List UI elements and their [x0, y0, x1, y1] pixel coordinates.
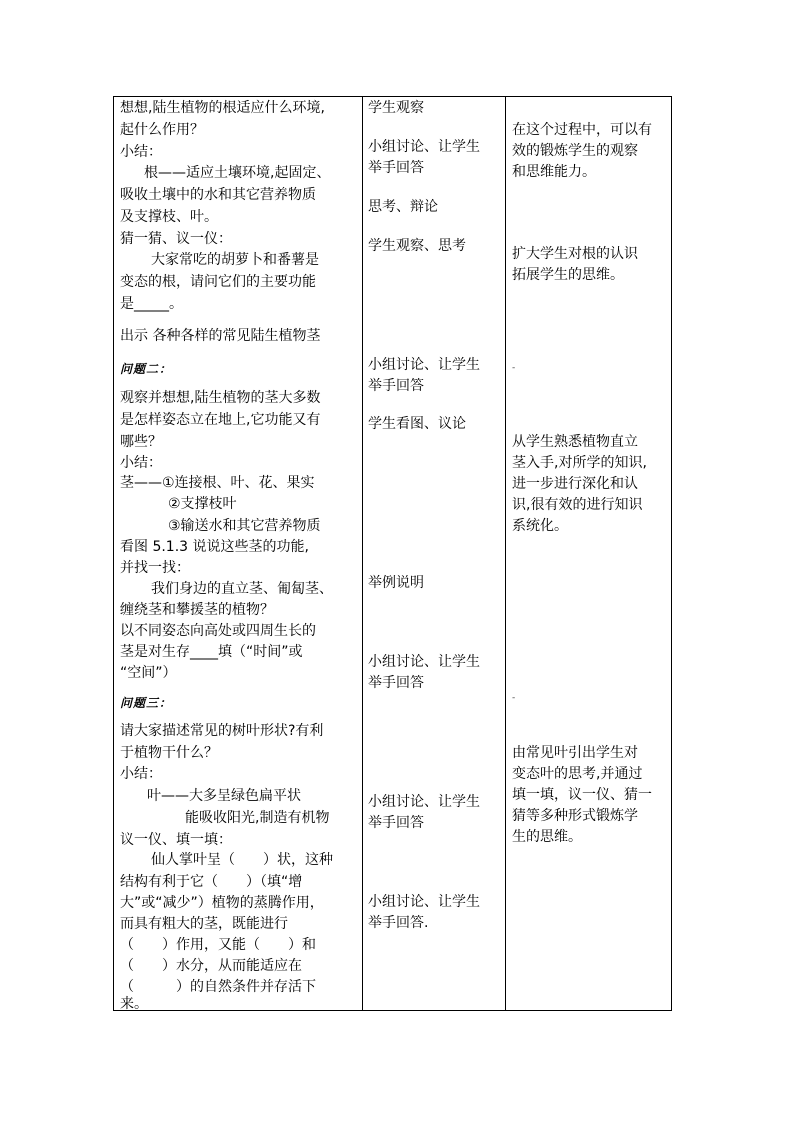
- dash-mark: -: [512, 693, 516, 703]
- teacher-activity-column: [114, 97, 362, 1010]
- text-line: 效的锻炼学生的观察: [512, 143, 638, 159]
- text-line: 想想,陆生植物的根适应什么环境,: [120, 100, 325, 116]
- text-line: 是_____。: [120, 296, 183, 312]
- text-line: 于植物干什么？: [120, 745, 218, 761]
- text-line: “空间”）: [120, 665, 177, 681]
- text-line: 而具有粗大的茎，既能进行: [120, 916, 288, 932]
- text-line: 茎——①连接根、叶、花、果实: [120, 475, 315, 491]
- text-line: 小组讨论、让学生: [368, 654, 480, 670]
- text-line: 小结：: [120, 766, 162, 782]
- text-line: 由常见叶引出学生对: [512, 745, 638, 761]
- text-line: 缠绕茎和攀援茎的植物？: [120, 602, 274, 618]
- text-line: 以不同姿态向高处或四周生长的: [120, 623, 316, 639]
- text-line: 识,很有效的进行知识: [512, 497, 643, 513]
- text-line: 哪些？: [120, 434, 162, 450]
- text-line: 生的思维。: [512, 829, 582, 845]
- text-line: 小组讨论、让学生: [368, 139, 480, 155]
- text-line: 系统化。: [512, 518, 568, 534]
- text-line: 起什么作用？: [120, 122, 204, 138]
- text-line: 观察并想想,陆生植物的茎大多数: [120, 390, 321, 406]
- text-line: 请大家描述常见的树叶形状?有利: [120, 723, 324, 739]
- text-line: 变态的根，请问它们的主要功能: [120, 274, 316, 290]
- text-line: 小结：: [120, 144, 162, 160]
- text-line: （ ）水分，从而能适应在: [120, 958, 302, 974]
- text-line: 扩大学生对根的认识: [512, 246, 638, 262]
- text-line: 学生观察、思考: [368, 238, 466, 254]
- text-line: 能吸收阳光,制造有机物: [185, 810, 330, 826]
- text-line: 我们身边的直立茎、匍匐茎、: [151, 581, 333, 597]
- text-line: 举手回答: [368, 160, 424, 176]
- text-line: 来。: [120, 996, 148, 1012]
- text-line: （ ）的自然条件并存活下: [120, 979, 316, 995]
- text-line: 茎入手,对所学的知识,: [512, 455, 647, 471]
- text-line: 和思维能力。: [512, 164, 596, 180]
- text-line: 猜等多种形式锻炼学: [512, 808, 638, 824]
- lesson-plan-table: [113, 96, 672, 1011]
- text-line: 大家常吃的胡萝卜和番薯是: [151, 252, 319, 268]
- text-line: 举手回答: [368, 378, 424, 394]
- text-line: 出示 各种各样的常见陆生植物茎: [120, 328, 321, 344]
- text-line: 学生看图、议论: [368, 416, 466, 432]
- text-line: 看图 5.1.3 说说这些茎的功能,: [120, 539, 309, 555]
- text-line: ③输送水和其它营养物质: [168, 518, 321, 534]
- text-line: 学生观察: [368, 100, 424, 116]
- text-line: 举手回答.: [368, 915, 429, 931]
- text-line: 及支撑枝、叶。: [120, 209, 218, 225]
- text-line: （ ）作用，又能（ ）和: [120, 937, 316, 953]
- text-line: ②支撑枝叶: [168, 496, 237, 512]
- text-line: 在这个过程中，可以有: [512, 122, 652, 138]
- text-line: 思考、辩论: [368, 199, 438, 215]
- text-line: 吸收土壤中的水和其它营养物质: [120, 187, 316, 203]
- text-line: 小组讨论、让学生: [368, 894, 480, 910]
- text-line: 举手回答: [368, 815, 424, 831]
- section-heading: 问题二：: [120, 362, 173, 376]
- text-line: 茎是对生存____填（“时间”或: [120, 644, 303, 660]
- text-line: 结构有利于它（ ）（填“增: [120, 874, 303, 890]
- text-line: 议一仪、填一填：: [120, 832, 232, 848]
- text-line: 是怎样姿态立在地上,它功能又有: [120, 412, 321, 428]
- section-heading: 问题三：: [120, 696, 173, 710]
- design-intent-column: [505, 97, 672, 1010]
- text-line: 仙人掌叶呈（ ）状，这种: [151, 852, 333, 868]
- text-line: 猜一猜、议一仪：: [120, 231, 232, 247]
- text-line: 小结：: [120, 455, 162, 471]
- text-line: 大”或“减少”）植物的蒸腾作用，: [120, 895, 324, 911]
- text-line: 叶——大多呈绿色扁平状: [147, 788, 301, 804]
- text-line: 并找一找：: [120, 560, 190, 576]
- text-line: 从学生熟悉植物直立: [512, 434, 638, 450]
- text-line: 根——适应土壤环境,起固定、: [144, 165, 331, 181]
- text-line: 小组讨论、让学生: [368, 794, 480, 810]
- text-line: 填一填，议一仪、猜一: [512, 787, 652, 803]
- student-activity-column: [362, 97, 506, 1010]
- text-line: 举例说明: [368, 575, 424, 591]
- text-line: 变态叶的思考,并通过: [512, 766, 643, 782]
- text-line: 拓展学生的思维。: [512, 267, 624, 283]
- text-line: 小组讨论、让学生: [368, 357, 480, 373]
- dash-mark: -: [512, 363, 516, 373]
- text-line: 举手回答: [368, 675, 424, 691]
- text-line: 进一步进行深化和认: [512, 476, 638, 492]
